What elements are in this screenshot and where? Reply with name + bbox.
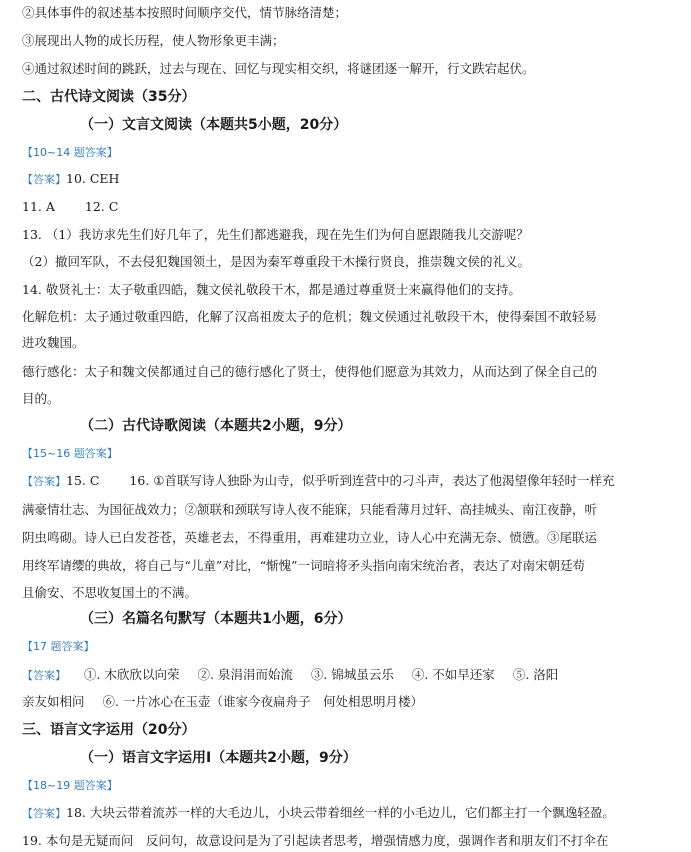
- answer-14-c-line2: 目的。: [22, 391, 60, 406]
- answer-tag-18-19: 【18~19 题答案】: [22, 779, 118, 792]
- answer-19-line1: 19. 本句是无疑而问 反问句，故意设问是为了引起读者思考，增强情感力度，强调作者和朋友们不打伞在: [22, 833, 609, 848]
- answer-16-line2: 满豪情壮志、为国征战效力；②颔联和颈联写诗人夜不能寐，只能看薄月过轩、高挂城头、南江夜静，听: [22, 502, 598, 517]
- answer-17-2: ②. 泉涓涓而始流: [197, 667, 293, 682]
- point-4-line: ④通过叙述时间的跳跃，过去与现在、回忆与现实相交织，将谜团逐一解开，行文跌宕起伏。: [22, 61, 535, 76]
- subsection-dictation-heading: （三）名篇名句默写（本题共1小题，6分）: [80, 611, 352, 627]
- answer-tag-17: 【17 题答案】: [22, 640, 95, 653]
- answer-16-line3: 阴虫鸣砌。诗人已白发苍苍，英雄老去，不得重用，再难建功立业，诗人心中充满无奈、愤懑。③尾联运: [22, 530, 598, 545]
- answer-17-3: ③. 锦城虽云乐: [310, 667, 394, 682]
- answer-label: 【答案】: [22, 807, 66, 820]
- answer-11-12-line: [22, 198, 118, 216]
- subsection-language-use-heading: （一）语言文字运用Ⅰ（本题共2小题，9分）: [80, 750, 357, 766]
- answer-15-16-line1: [22, 472, 614, 491]
- answer-17-5a: ⑤. 洛阳: [512, 667, 559, 682]
- answer-16-part1: 16. ①首联写诗人独卧为山寺，似乎听到连营中的刁斗声，表达了他渴望像年轻时一样充: [129, 473, 615, 488]
- answer-16-line4: 用终军请缨的典故，将自己与“儿童”对比，“惭愧”一词暗将矛头指向南宋统治者，表达了对南宋朝廷苟: [22, 558, 586, 573]
- answer-13-1: 13. （1）我访求先生们好几年了，先生们都逃避我，现在先生们为何自愿跟随我儿交游呢？: [22, 227, 529, 242]
- answer-14-a: 14. 敬贤礼士：太子敬重四皓，魏文侯礼敬段干木，都是通过尊重贤士来赢得他们的支持。: [22, 282, 521, 297]
- answer-10: 10. CEH: [66, 171, 120, 186]
- answer-17-1: ①. 木欣欣以向荣: [84, 667, 180, 682]
- answer-label: 【答案】: [22, 173, 66, 186]
- answer-label: 【答案】: [22, 475, 66, 488]
- answer-17-line2: [22, 693, 423, 711]
- answer-16-line5: 且偷安、不思收复国土的不满。: [22, 585, 198, 600]
- answer-18: 18. 大块云带着流苏一样的大毛边儿，小块云带着细丝一样的小毛边儿，它们都主打一个飘逸轻盈。: [66, 805, 615, 820]
- answer-17-6: ⑥. 一片冰心在玉壶（谁家今夜扁舟子 何处相思明月楼）: [102, 694, 423, 709]
- answer-12: 12. C: [84, 199, 119, 214]
- answer-10-line: [22, 170, 119, 189]
- answer-14-c-line1: 德行感化：太子和魏文侯都通过自己的德行感化了贤士，使得他们愿意为其效力，从而达到了保全自己的: [22, 364, 598, 379]
- answer-18-line: [22, 804, 615, 823]
- answer-tag-10-14: 【10~14 题答案】: [22, 146, 118, 159]
- answer-14-b-line1: 化解危机：太子通过敬重四皓，化解了汉高祖废太子的危机；魏文侯通过礼敬段干木，使得秦国不敢轻易: [22, 309, 598, 324]
- section-3-heading: 三、语言文字运用（20分）: [22, 722, 196, 738]
- point-2-line: ②具体事件的叙述基本按照时间顺序交代，情节脉络清楚；: [22, 5, 348, 20]
- answer-tag-15-16: 【15~16 题答案】: [22, 447, 118, 460]
- answer-17-line1: [22, 666, 558, 685]
- answer-11: 11. A: [22, 199, 55, 214]
- section-2-heading: 二、古代诗文阅读（35分）: [22, 89, 196, 105]
- answer-13-2: （2）撤回军队，不去侵犯魏国领土，是因为秦军尊重段干木操行贤良，推崇魏文侯的礼义。: [22, 254, 530, 269]
- answer-label: 【答案】: [22, 669, 66, 682]
- answer-15: 15. C: [66, 473, 100, 488]
- subsection-classical-prose-heading: （一）文言文阅读（本题共5小题，20分）: [80, 117, 348, 133]
- answer-17-5b: 亲友如相问: [22, 694, 85, 709]
- point-3-line: ③展现出人物的成长历程，使人物形象更丰满；: [22, 33, 285, 48]
- answer-17-4: ④. 不如早还家: [411, 667, 495, 682]
- subsection-classical-poetry-heading: （二）古代诗歌阅读（本题共2小题，9分）: [80, 418, 352, 434]
- answer-14-b-line2: 进攻魏国。: [22, 335, 85, 350]
